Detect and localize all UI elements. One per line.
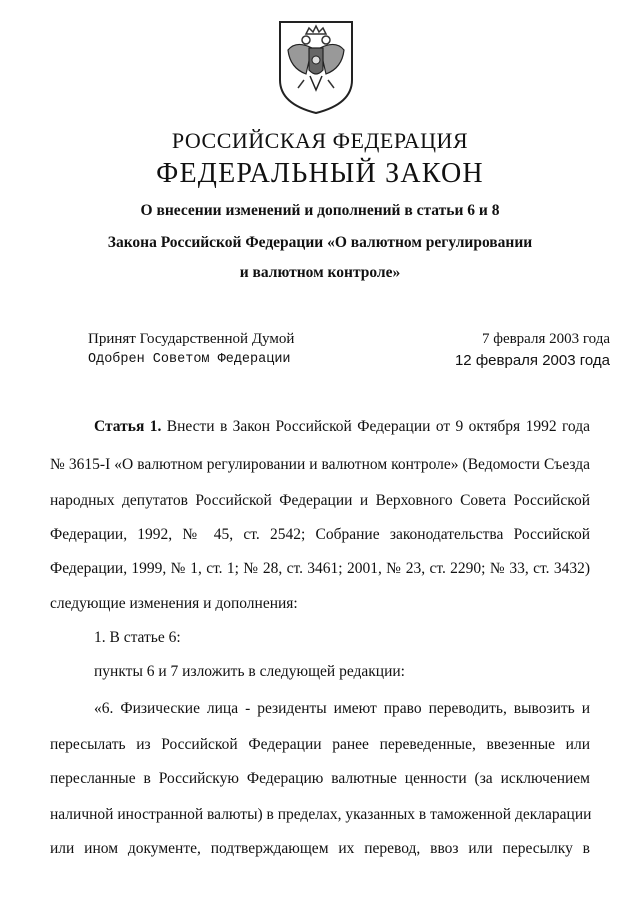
document-type-heading: ФЕДЕРАЛЬНЫЙ ЗАКОН bbox=[156, 158, 484, 189]
paragraph-6-line-2: пересылать из Российской Федерации ранее переведенные, ввезенные или bbox=[50, 736, 590, 753]
article-1-line-1 bbox=[94, 418, 590, 436]
coat-of-arms-emblem bbox=[276, 18, 356, 116]
council-approval-label: Одобрен Советом Федерации bbox=[88, 352, 291, 367]
paragraph-6-line-3: пересланные в Российскую Федерацию валютные ценности (за исключением bbox=[50, 770, 590, 787]
council-approval-date: 12 февраля 2003 года bbox=[454, 352, 610, 369]
article-1-line-3: народных депутатов Российской Федерации и Верховного Совета Российской bbox=[50, 492, 590, 509]
country-heading: РОССИЙСКАЯ ФЕДЕРАЦИЯ bbox=[171, 128, 469, 153]
paragraph-6-line-4: наличной иностранной валюты) в пределах, указанных в таможенной декларации bbox=[50, 806, 592, 823]
duma-adoption-date: 7 февраля 2003 года bbox=[481, 331, 610, 347]
duma-adoption-label: Принят Государственной Думой bbox=[88, 331, 295, 347]
item-1-text: пункты 6 и 7 изложить в следующей редакции: bbox=[94, 663, 405, 680]
law-title-line-1: О внесении изменений и дополнений в статьи 6 и 8 bbox=[140, 202, 500, 219]
law-title-line-3: и валютном контроле» bbox=[239, 264, 401, 281]
article-1-line-4: Федерации, 1992, № 45, ст. 2542; Собрание законодательства Российской bbox=[50, 526, 590, 543]
law-title-line-2: Закона Российской Федерации «О валютном регулировании bbox=[107, 234, 533, 251]
paragraph-6-line-5: или ином документе, подтверждающем их перевод, ввоз или пересылку в bbox=[50, 840, 590, 857]
paragraph-6-line-1: «6. Физические лица - резиденты имеют право переводить, вывозить и bbox=[94, 700, 590, 717]
item-1-heading: 1. В статье 6: bbox=[94, 629, 181, 646]
article-1-line-6: следующие изменения и дополнения: bbox=[50, 595, 298, 612]
article-1-line-5: Федерации, 1999, № 1, ст. 1; № 28, ст. 3461; 2001, № 23, ст. 2290; № 33, ст. 3432) bbox=[50, 560, 590, 577]
article-label: Статья 1. bbox=[94, 418, 162, 435]
adoption-duma-row bbox=[88, 331, 610, 348]
article-1-line-1-text: Внести в Закон Российской Федерации от 9 октября 1992 года bbox=[161, 418, 590, 435]
adoption-council-row bbox=[88, 352, 610, 369]
article-1-line-2: № 3615-I «О валютном регулировании и валютном контроле» (Ведомости Съезда bbox=[50, 456, 590, 473]
